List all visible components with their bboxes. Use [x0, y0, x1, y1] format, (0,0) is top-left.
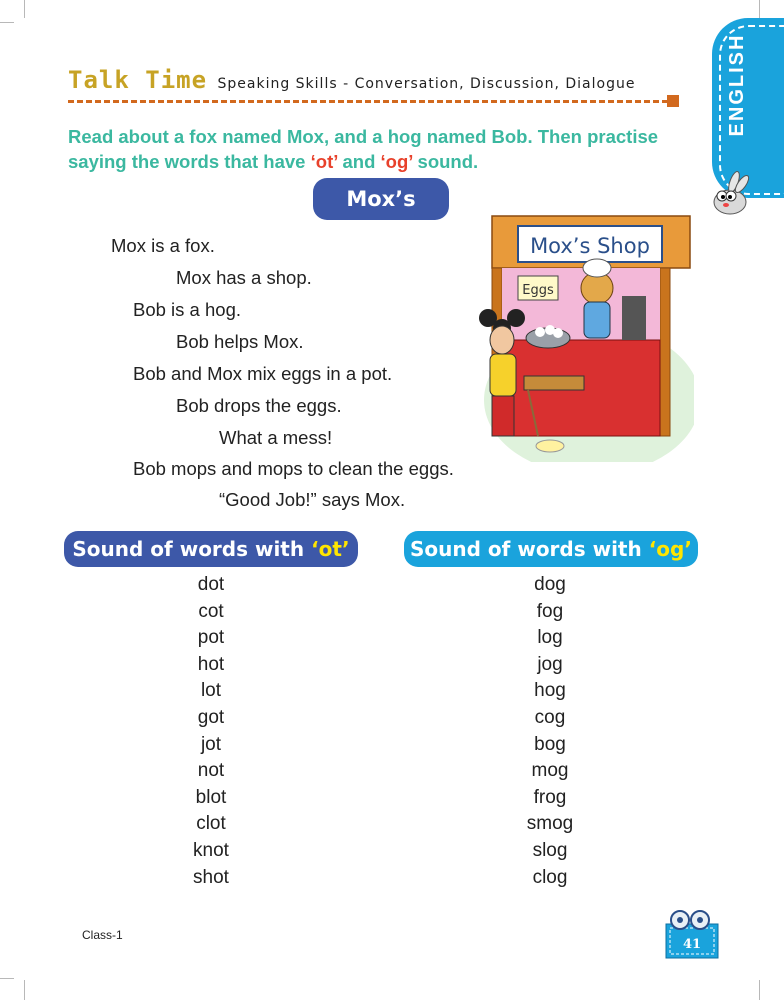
story-line: Bob is a hog. [133, 299, 241, 320]
ot-word: pot [197, 627, 225, 649]
ot-word: lot [200, 680, 222, 702]
ot-word: shot [193, 866, 229, 888]
page-number-badge [664, 910, 722, 960]
shop-sign-text: Mox’s Shop [530, 234, 650, 258]
rabbit-mascot-icon [700, 170, 756, 218]
class-label: Class-1 [82, 928, 123, 942]
crop-mark [759, 0, 760, 18]
intro-instructions [68, 124, 708, 174]
crop-mark [759, 980, 760, 1000]
intro-text-part1: Read about a fox named Mox, and a hog named Bob. Then practise saying the words that have [68, 126, 659, 172]
story-line: “Good Job!” says Mox. [219, 489, 406, 510]
ot-word: jot [200, 733, 222, 755]
ot-word: blot [195, 786, 227, 808]
ot-word-list [131, 572, 291, 891]
og-word: fog [536, 600, 564, 622]
eggs-sign-text: Eggs [522, 283, 554, 298]
header-divider [68, 100, 668, 103]
section-header [68, 66, 635, 94]
og-word: mog [531, 760, 569, 782]
og-heading-highlight: ‘og’ [648, 537, 692, 561]
ot-word: got [197, 706, 225, 728]
ot-word: cot [198, 600, 224, 622]
ot-heading-highlight: ‘ot’ [311, 537, 350, 561]
og-word: log [537, 627, 563, 649]
crop-mark [24, 0, 25, 18]
og-word: bog [534, 733, 566, 755]
story-line: Bob drops the eggs. [176, 395, 342, 416]
story-line: Mox has a shop. [176, 267, 312, 288]
intro-text-and: and [337, 151, 381, 172]
story-line: Bob mops and mops to clean the eggs. [133, 458, 454, 479]
page-number: 41 [682, 937, 702, 952]
og-word: dog [534, 574, 566, 595]
ot-word: not [197, 760, 225, 782]
ot-word: knot [193, 839, 229, 861]
og-word: slog [532, 839, 568, 861]
crop-mark [0, 978, 14, 979]
ot-word: dot [197, 574, 225, 595]
og-word: jog [537, 653, 563, 675]
story-line: Bob helps Mox. [176, 331, 304, 352]
og-word: clog [532, 866, 568, 888]
section-title: Talk Time [68, 66, 208, 94]
og-word: frog [533, 786, 567, 808]
intro-text-part2: sound. [412, 151, 479, 172]
og-word: cog [534, 706, 566, 728]
og-heading-text: Sound of words with [410, 537, 649, 561]
og-word-list [470, 572, 630, 891]
story-line: Mox is a fox. [111, 235, 215, 256]
crop-mark [0, 22, 14, 23]
ot-word: hot [197, 653, 225, 675]
ot-heading-text: Sound of words with [72, 537, 312, 561]
subject-tab-label: ENGLISH [726, 33, 748, 137]
divider-end-square [667, 95, 679, 107]
section-subtitle: Speaking Skills - Conversation, Discussion, Dialogue [217, 76, 636, 92]
ot-word: clot [196, 813, 226, 835]
og-word: smog [526, 813, 574, 835]
og-words-heading [404, 531, 698, 567]
story-line: Bob and Mox mix eggs in a pot. [133, 363, 393, 384]
crop-mark [24, 980, 25, 1000]
story-title: Mox’s Shop [313, 178, 449, 220]
og-word: hog [534, 680, 566, 702]
shop-illustration [472, 210, 694, 462]
intro-og-highlight: ‘og’ [380, 151, 413, 172]
intro-ot-highlight: ‘ot’ [310, 151, 338, 172]
story-line: What a mess! [219, 427, 333, 448]
ot-words-heading [64, 531, 358, 567]
